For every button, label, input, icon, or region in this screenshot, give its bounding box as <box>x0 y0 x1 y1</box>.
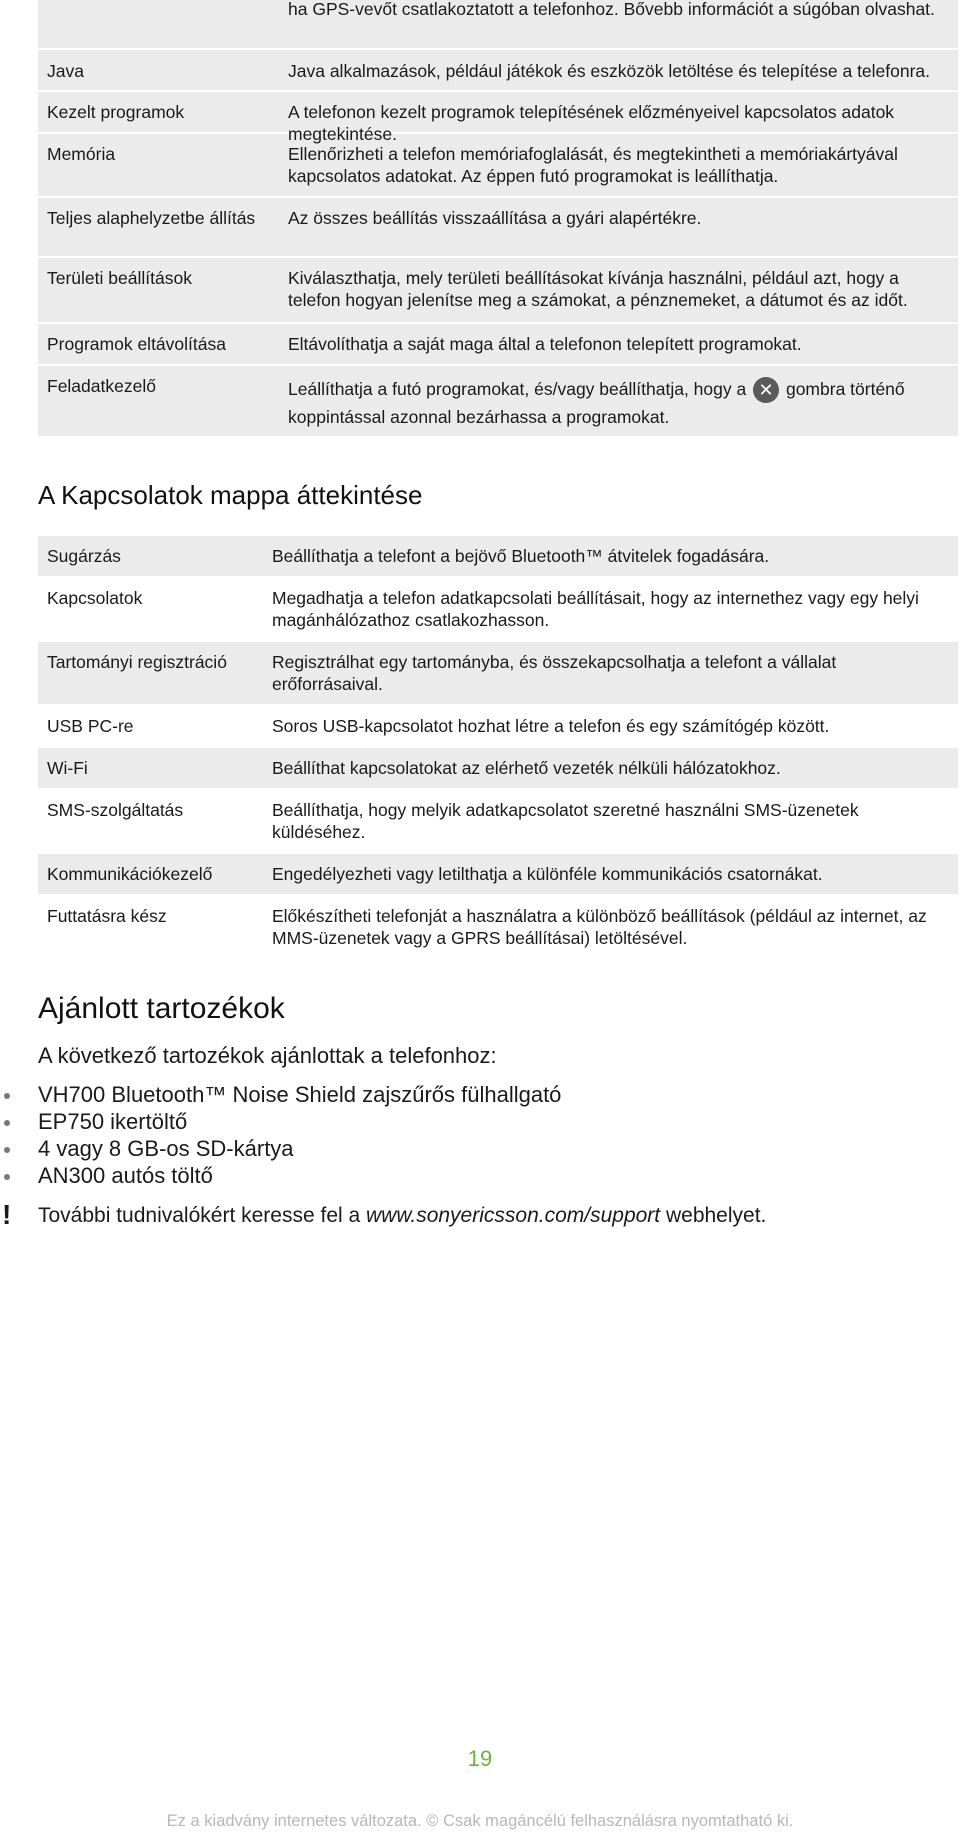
table-row <box>38 364 958 436</box>
table-row <box>38 788 958 852</box>
accessories-list <box>0 1081 561 1189</box>
table-cell-term: Memória <box>47 144 116 164</box>
table-cell-term: Teljes alaphelyzetbe állítás <box>47 208 256 228</box>
table-cell-desc <box>288 366 958 436</box>
table-cell-term: Sugárzás <box>47 546 121 566</box>
table-row <box>38 322 958 364</box>
table-cell-desc: Regisztrálhat egy tartományba, és összekapcsolhatja a telefont a vállalat erőforrásaival. <box>272 652 837 694</box>
table-row <box>38 256 958 322</box>
section-heading: A Kapcsolatok mappa áttekintése <box>38 480 423 510</box>
table-cell-desc: Beállíthatja a telefont a bejövő Bluetooth™ átvitelek fogadására. <box>272 546 770 566</box>
table-cell-term: Futtatásra kész <box>47 906 167 926</box>
list-item: AN300 autós töltő <box>0 1162 561 1189</box>
table-row <box>38 640 958 704</box>
list-item: 4 vagy 8 GB-os SD-kártya <box>0 1135 561 1162</box>
table-cell-desc: Kiválaszthatja, mely területi beállításokat kívánja használni, például azt, hogy a telefon hogyan jelenítse meg a számokat, a pénznemeket, a dátumot és az időt. <box>288 268 908 310</box>
table-row <box>38 48 958 90</box>
table-cell-term: SMS-szolgáltatás <box>47 800 184 820</box>
table-cell-term: Kommunikációkezelő <box>47 864 213 884</box>
bullet-icon <box>4 1147 10 1153</box>
table-cell-desc: Eltávolíthatja a saját maga által a telefonon telepített programokat. <box>288 334 802 354</box>
table-cell-term: Wi-Fi <box>47 758 88 778</box>
bullet-icon <box>4 1174 10 1180</box>
table-row <box>38 132 958 196</box>
table-row <box>38 894 958 958</box>
bullet-icon <box>4 1093 10 1099</box>
table-row <box>38 576 958 640</box>
table-row <box>38 704 958 746</box>
desc-text-after: gombra történő koppintással azonnal bezárhassa a programokat. <box>288 379 905 428</box>
table-cell-desc: ha GPS-vevőt csatlakoztatott a telefonhoz. Bővebb információt a súgóban olvashat. <box>288 0 935 19</box>
table-cell-desc: Beállíthatja, hogy melyik adatkapcsolatot szeretné használni SMS-üzenetek küldéséhez. <box>272 800 859 842</box>
table-cell-term: Java <box>47 61 84 81</box>
table-cell-desc: Engedélyezheti vagy letilthatja a különféle kommunikációs csatornákat. <box>272 864 823 884</box>
connections-table <box>38 534 958 958</box>
note-text-end: webhelyet. <box>660 1204 767 1227</box>
table-cell-term: Területi beállítások <box>47 268 192 288</box>
table-row <box>38 746 958 788</box>
table-cell-desc: A telefonon kezelt programok telepítésének előzményeivel kapcsolatos adatok megtekintése. <box>288 102 895 144</box>
table-cell-term: USB PC-re <box>47 716 134 736</box>
table-cell-desc: Ellenőrizheti a telefon memóriafoglalását, és megtekintheti a memóriakártyával kapcsolatos adatokat. Az éppen futó programokat is leállíthatja. <box>288 144 898 186</box>
table-cell-term: Feladatkezelő <box>47 376 156 396</box>
table-row <box>38 90 958 144</box>
exclamation-icon: ! <box>2 1199 12 1230</box>
table-cell-desc: Előkészítheti telefonját a használatra a különböző beállítások (például az internet, az MMS-üzenetek vagy a GPRS beállításai) letöltésével. <box>272 906 927 948</box>
page-number: 19 <box>467 1746 493 1771</box>
intro-text: A következő tartozékok ajánlottak a telefonhoz: <box>38 1043 497 1068</box>
table-cell-term: Kapcsolatok <box>47 588 143 608</box>
settings-table <box>38 0 958 436</box>
table-cell-desc: Soros USB-kapcsolatot hozhat létre a telefon és egy számítógép között. <box>272 716 830 736</box>
table-cell-desc: Megadhatja a telefon adatkapcsolati beállításait, hogy az internethez vagy egy helyi magánhálózathoz csatlakozhasson. <box>272 588 919 630</box>
note-text: További tudnivalókért keresse fel a <box>38 1204 367 1227</box>
table-row <box>38 534 958 576</box>
support-link[interactable]: www.sonyericsson.com/support <box>366 1204 661 1227</box>
desc-text-before: Leállíthatja a futó programokat, és/vagy beállíthatja, hogy a <box>288 379 747 399</box>
table-row <box>38 0 958 48</box>
table-row <box>38 852 958 894</box>
close-x-icon: ✕ <box>753 377 779 403</box>
table-cell-desc: Java alkalmazások, például játékok és eszközök letöltése és telepítése a telefonra. <box>288 61 931 81</box>
table-cell-term: Programok eltávolítása <box>47 334 226 354</box>
list-item: EP750 ikertöltő <box>0 1108 561 1135</box>
table-cell-term: Kezelt programok <box>47 102 185 122</box>
table-row <box>38 196 958 256</box>
bullet-icon <box>4 1120 10 1126</box>
table-cell-desc: Beállíthat kapcsolatokat az elérhető vezeték nélküli hálózatokhoz. <box>272 758 781 778</box>
footer-text: Ez a kiadvány internetes változata. © Csak magáncélú felhasználásra nyomtatható ki. <box>166 1812 794 1830</box>
table-cell-desc: Az összes beállítás visszaállítása a gyári alapértékre. <box>288 208 702 228</box>
list-item: VH700 Bluetooth™ Noise Shield zajszűrős fülhallgató <box>0 1081 561 1108</box>
section-heading: Ajánlott tartozékok <box>38 992 285 1025</box>
table-cell-term: Tartományi regisztráció <box>47 652 227 672</box>
